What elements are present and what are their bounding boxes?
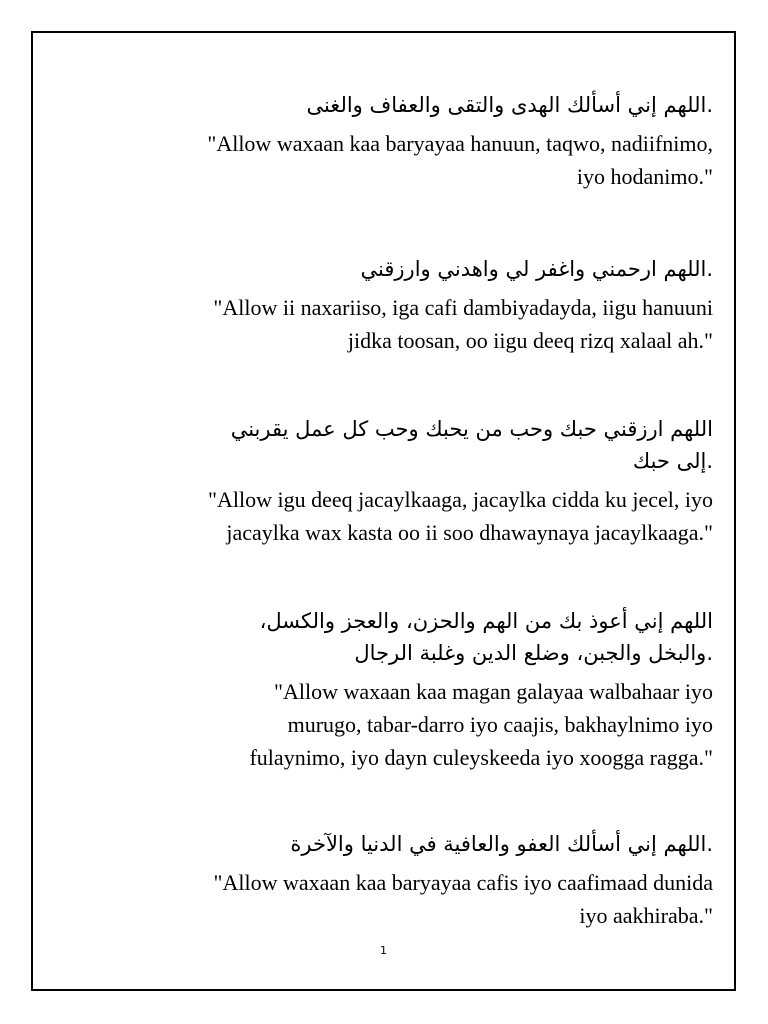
translation-line: "Allow waxaan kaa magan galayaa walbahaar iyo: [273, 679, 713, 704]
arabic-text: .اللهم إني أسألك العفو والعافية في الدنيا والآخرة: [290, 832, 713, 856]
somali-translation: [103, 291, 713, 357]
dua-block-1: [103, 89, 713, 193]
translation-line: "Allow igu deeq jacaylkaaga, jacaylka cidda ku jecel, iyo: [208, 487, 713, 512]
translation-line: iyo hodanimo.": [576, 164, 713, 189]
arabic-text: [103, 605, 713, 669]
arabic-line: .والبخل والجبن، وضلع الدين وغلبة الرجال: [354, 641, 713, 665]
somali-translation: [103, 483, 713, 549]
translation-line: jacaylka wax kasta oo ii soo dhawaynaya jacaylkaaga.": [226, 520, 713, 545]
translation-line: jidka toosan, oo iigu deeq rizq xalaal ah.": [347, 328, 713, 353]
arabic-line: اللهم إني أعوذ بك من الهم والحزن، والعجز والكسل،: [259, 609, 713, 633]
somali-translation: [103, 675, 713, 774]
somali-translation: [103, 127, 713, 193]
arabic-line: .إلى حبك: [632, 449, 713, 473]
translation-line: "Allow ii naxariiso, iga cafi dambiyadayda, iigu hanuuni: [213, 295, 713, 320]
arabic-line: اللهم ارزقني حبك وحب من يحبك وحب كل عمل يقربني: [230, 417, 713, 441]
arabic-text: .اللهم إني أسألك الهدى والتقى والعفاف والغنى: [306, 93, 713, 117]
translation-line: "Allow waxaan kaa baryayaa cafis iyo caafimaad dunida: [213, 870, 713, 895]
translation-line: fulaynimo, iyo dayn culeyskeeda iyo xoogga ragga.": [249, 745, 713, 770]
document-page: [31, 31, 736, 991]
dua-block-4: [103, 605, 713, 774]
arabic-text: [103, 413, 713, 477]
arabic-text: .اللهم ارحمني واغفر لي واهدني وارزقني: [360, 257, 713, 281]
dua-block-3: [103, 413, 713, 549]
translation-line: iyo aakhiraba.": [579, 903, 713, 928]
somali-translation: [103, 866, 713, 932]
translation-line: "Allow waxaan kaa baryayaa hanuun, taqwo, nadiifnimo,: [207, 131, 713, 156]
translation-line: murugo, tabar-darro iyo caajis, bakhaylnimo iyo: [287, 712, 713, 737]
dua-block-5: [103, 828, 713, 932]
page-number: 1: [380, 944, 387, 957]
dua-block-2: [103, 253, 713, 357]
